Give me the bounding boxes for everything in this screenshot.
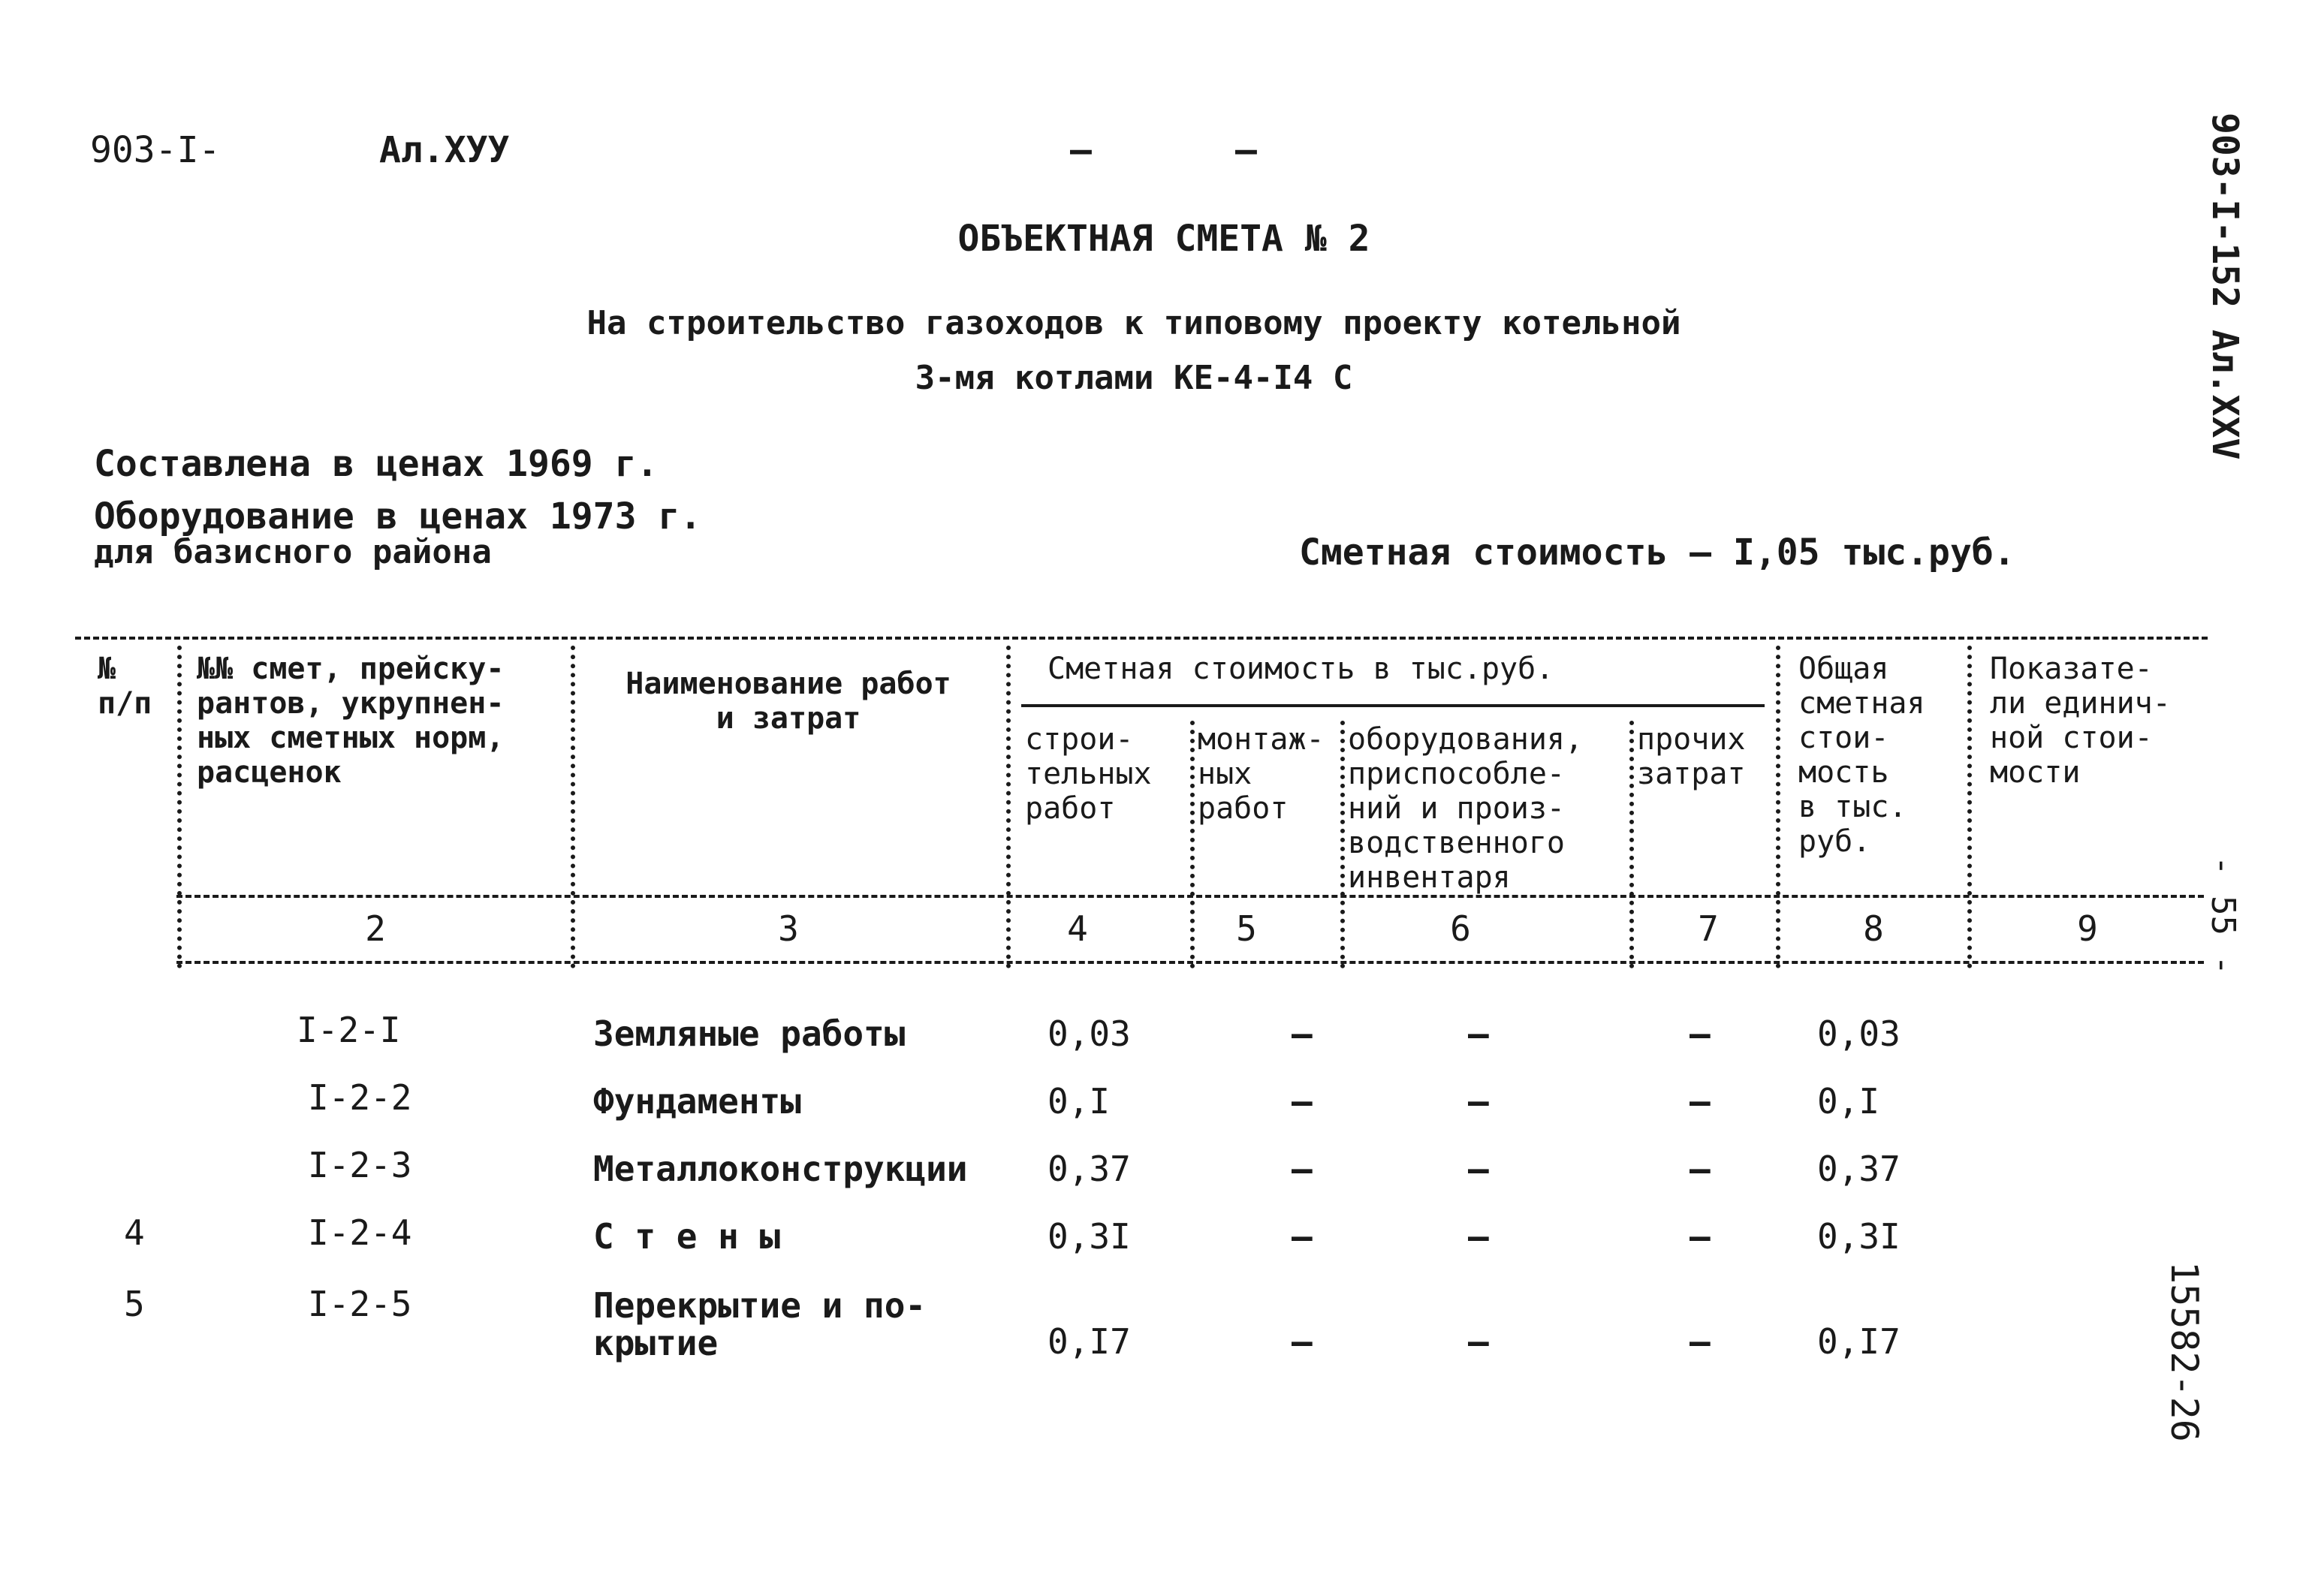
- col-sep-8: [1967, 646, 1972, 968]
- row-total-cost: 0,37: [1817, 1149, 1901, 1189]
- row-total-cost: 0,3I: [1817, 1216, 1901, 1257]
- row-code: I-2-I: [297, 1010, 401, 1050]
- row-name: Фундаменты: [593, 1081, 801, 1122]
- header-col-8: Общая сметная стои- мость в тыс. руб.: [1798, 652, 1925, 859]
- row-build-cost: 0,37: [1047, 1149, 1131, 1189]
- col-sep-1: [177, 646, 182, 968]
- col-sep-5: [1340, 721, 1345, 968]
- row-other-cost: –: [1690, 1081, 1711, 1122]
- row-name: Земляные работы: [593, 1013, 906, 1054]
- row-build-cost: 0,I7: [1047, 1321, 1131, 1362]
- subtitle-line-1: На строительство газоходов к типовому проекту котельной: [586, 304, 1681, 342]
- header-col-9: Показате- ли единич- ной стои- мости: [1990, 652, 2171, 790]
- row-code: I-2-5: [308, 1284, 412, 1324]
- row-total-cost: 0,I7: [1817, 1321, 1901, 1362]
- subtitle-line-2: 3-мя котлами КЕ-4-I4 С: [915, 359, 1353, 397]
- row-total-cost: 0,I: [1817, 1081, 1880, 1122]
- album-number: Ал.ХУУ: [379, 129, 510, 171]
- header-col-2: №№ смет, прейску- рантов, укрупнен- ных сметных норм, расценок: [197, 652, 505, 790]
- row-total-cost: 0,03: [1817, 1013, 1901, 1054]
- row-equip-cost: –: [1468, 1149, 1489, 1189]
- header-col-4: строи- тельных работ: [1025, 722, 1152, 826]
- row-other-cost: –: [1690, 1216, 1711, 1257]
- row-mount-cost: –: [1292, 1149, 1313, 1189]
- doc-code: 903-I-: [90, 129, 221, 171]
- col-sep-7: [1776, 646, 1780, 968]
- row-name: Металлоконструкции: [593, 1149, 968, 1189]
- row-equip-cost: –: [1468, 1321, 1489, 1362]
- row-number: 5: [124, 1284, 145, 1324]
- row-code: I-2-4: [308, 1212, 412, 1253]
- region-note: для базисного района: [94, 533, 492, 571]
- row-mount-cost: –: [1292, 1321, 1313, 1362]
- header-group-cost: Сметная стоимость в тыс.руб.: [1047, 652, 1554, 686]
- header-col-6: оборудования, приспособле- ний и произ- водственного инвентаря: [1348, 722, 1584, 895]
- row-code: I-2-2: [308, 1077, 412, 1118]
- row-number: 4: [124, 1212, 145, 1253]
- column-number: 5: [1236, 908, 1257, 949]
- row-build-cost: 0,I: [1047, 1081, 1111, 1122]
- row-name-continuation: крытие: [593, 1323, 719, 1363]
- row-equip-cost: –: [1468, 1013, 1489, 1054]
- side-stamp-top: 903-I-152 Ал.XXV: [2204, 113, 2246, 460]
- header-col-7: прочих затрат: [1637, 722, 1746, 791]
- row-build-cost: 0,3I: [1047, 1216, 1131, 1257]
- row-other-cost: –: [1690, 1013, 1711, 1054]
- prices-year: Составлена в ценах 1969 г.: [94, 443, 659, 485]
- column-number: 7: [1698, 908, 1719, 949]
- col-sep-6: [1629, 721, 1634, 968]
- equipment-prices-year: Оборудование в ценах 1973 г.: [94, 495, 702, 538]
- header-dash-1: –: [1070, 129, 1092, 171]
- row-equip-cost: –: [1468, 1216, 1489, 1257]
- row-code: I-2-3: [308, 1145, 412, 1185]
- header-col-1: № п/п: [98, 652, 152, 721]
- row-other-cost: –: [1690, 1149, 1711, 1189]
- row-mount-cost: –: [1292, 1081, 1313, 1122]
- estimated-cost: Сметная стоимость – I,05 тыс.руб.: [1299, 531, 2015, 574]
- row-name: Перекрытие и по-: [593, 1285, 927, 1326]
- row-build-cost: 0,03: [1047, 1013, 1131, 1054]
- column-number: 6: [1450, 908, 1471, 949]
- col-sep-2: [571, 646, 575, 968]
- row-name: С т е н ы: [593, 1216, 781, 1257]
- row-equip-cost: –: [1468, 1081, 1489, 1122]
- row-mount-cost: –: [1292, 1013, 1313, 1054]
- column-number: 9: [2077, 908, 2098, 949]
- column-number: 3: [778, 908, 799, 949]
- header-col-3: Наименование работ и затрат: [625, 667, 951, 736]
- header-col-5: монтаж- ных работ: [1198, 722, 1325, 826]
- page-title: ОБЪЕКТНАЯ СМЕТА № 2: [957, 218, 1370, 260]
- table-top-border: [75, 637, 2208, 640]
- page-number: - 55 -: [2204, 856, 2242, 975]
- row-other-cost: –: [1690, 1321, 1711, 1362]
- col-sep-4: [1190, 721, 1195, 968]
- row-mount-cost: –: [1292, 1216, 1313, 1257]
- group-underline: [1021, 704, 1765, 707]
- column-number: 2: [365, 908, 386, 949]
- side-stamp-bottom: 15582-26: [2163, 1261, 2206, 1442]
- header-dash-2: –: [1235, 129, 1257, 171]
- column-number: 8: [1863, 908, 1884, 949]
- column-number: 4: [1067, 908, 1088, 949]
- col-sep-3: [1006, 646, 1011, 968]
